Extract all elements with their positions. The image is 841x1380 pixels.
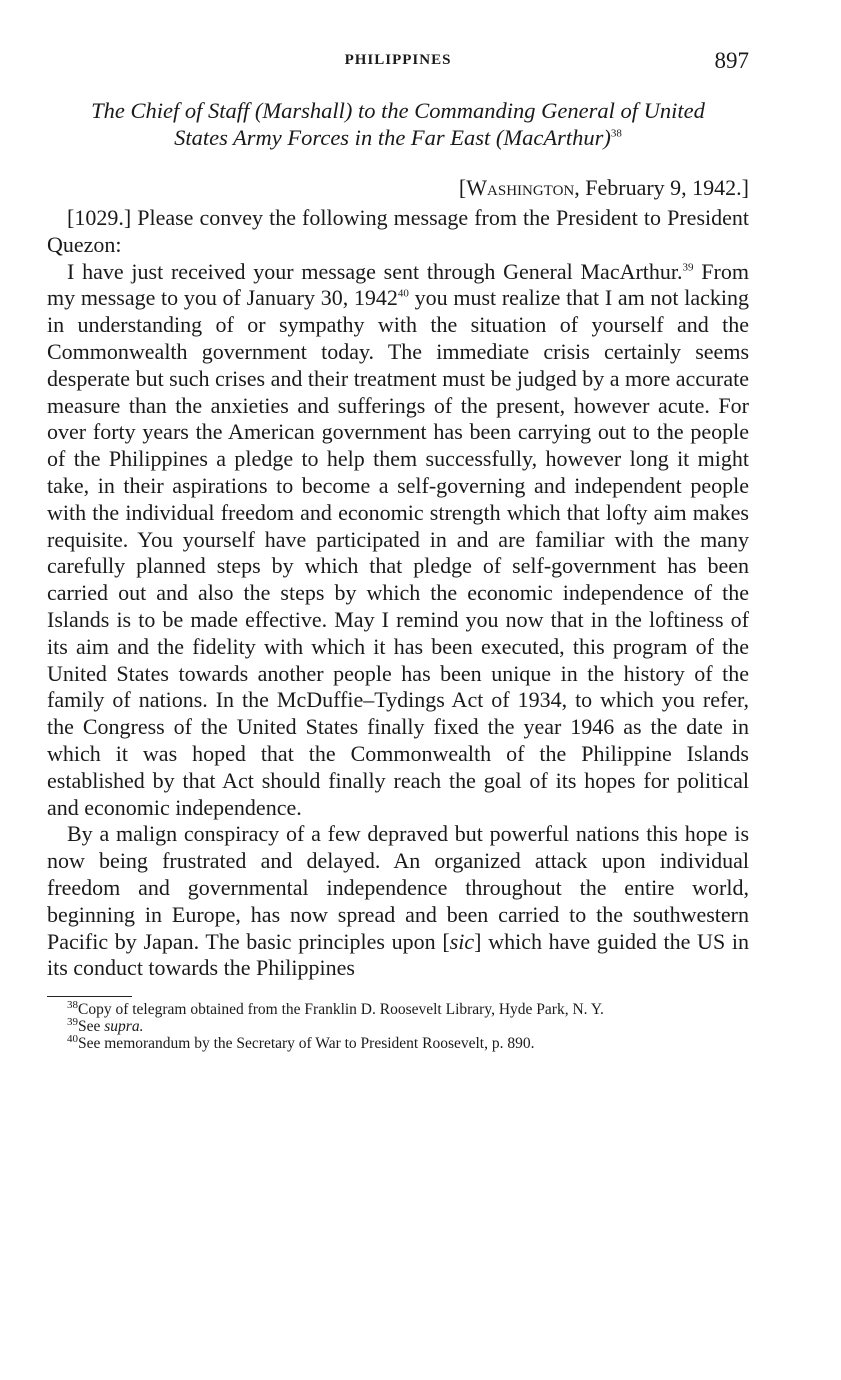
message-body	[47, 205, 749, 982]
heading-line-1: The Chief of Staff (Marshall) to the Commanding General of United	[91, 98, 705, 123]
footnote-38-text: Copy of telegram obtained from the Franklin D. Roosevelt Library, Hyde Park, N. Y.	[78, 1001, 604, 1019]
footnote-39-em: supra.	[104, 1018, 144, 1036]
heading-line-2-text: States Army Forces in the Far East (MacArthur)	[174, 125, 611, 150]
document-page	[47, 50, 749, 1052]
paragraph-3-b: ] which have guided the US in its conduct towards the Philippines	[47, 928, 749, 981]
paragraph-3	[47, 821, 749, 982]
dateline-place: ashington	[487, 175, 575, 200]
paragraph-2-c: you must realize that I am not lacking in understanding of or sympathy with the situation of yourself and the Commonwealth government today. The immediate crisis certainly seems desperate but such crises and their treatment must be judged by a more accurate measure than the anxieties and sufferings of the present, however acute. For over forty years the American government has been carrying out to the people of the Philippines a pledge to help them successfully, however long it might take, in their aspirations to become a self-governing and independent people with the individual freedom and economic strength which that lofty aim makes requisite. You yourself have participated in and are familiar with the many carefully planned steps by which that pledge of self-government has been carried out and also the steps by which the economic independence of the Islands is to be made effective. May I remind you now that in the loftiness of its aim and the fidelity with which it has been executed, this program of the United States towards another people has been unique in the history of the family of nations. In the McDuffie–Tydings Act of 1934, to which you refer, the Congress of the United States finally fixed the year 1946 as the date in which it was hoped that the Commonwealth of the Philippine Islands established by that Act should finally reach the goal of its hopes for political and economic independence.	[47, 285, 749, 820]
dateline	[47, 174, 749, 201]
paragraph-2-b: From my message to you of January 30, 1942	[47, 258, 749, 311]
footnote-38-num: 38	[67, 998, 78, 1011]
paragraph-2	[47, 259, 749, 822]
page-number: 897	[714, 48, 749, 73]
footnote-39	[47, 1015, 749, 1036]
paragraph-1: [1029.] Please convey the following message from the President to President Quezon:	[47, 205, 749, 257]
sic-mark: sic	[449, 928, 475, 954]
footnotes	[47, 998, 749, 1053]
footnote-40	[47, 1032, 749, 1053]
footnote-40-text: See memorandum by the Secretary of War to President Roosevelt, p. 890.	[78, 1035, 535, 1053]
running-head	[47, 50, 749, 80]
running-title: PHILIPPINES	[344, 52, 452, 68]
footnote-39-num: 39	[67, 1015, 78, 1028]
dateline-open: [	[458, 175, 467, 200]
paragraph-2-a: I have just received your message sent through General MacArthur.	[67, 258, 683, 284]
footnote-38	[47, 998, 749, 1019]
heading-line-2	[47, 124, 749, 151]
document-heading	[47, 97, 749, 151]
footnote-ref-39: 39	[682, 261, 694, 274]
footnote-rule	[47, 996, 132, 997]
footnote-ref-40: 40	[397, 288, 409, 301]
dateline-date: , February 9, 1942.]	[574, 175, 749, 200]
heading-note-ref: 38	[610, 127, 622, 140]
footnote-39-text: See	[78, 1018, 105, 1036]
footnote-40-num: 40	[67, 1032, 78, 1045]
paragraph-3-a: By a malign conspiracy of a few depraved but powerful nations this hope is now being frustrated and delayed. An organized attack upon individual freedom and governmental independence throughout the entire world, beginning in Europe, has now spread and been carried to the southwestern Pacific by Japan. The basic principles upon [	[47, 821, 749, 954]
dateline-place-initial: W	[466, 175, 488, 200]
